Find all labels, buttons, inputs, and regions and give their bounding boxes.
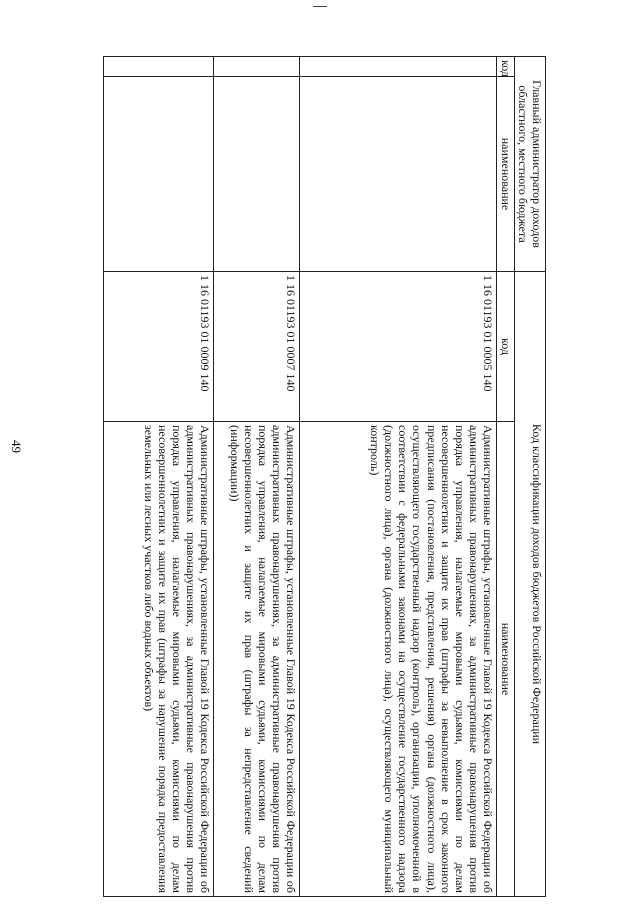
col-code: код: [497, 272, 514, 422]
row-description: Административные штрафы, установленные Главой 19 Кодекса Российской Федерации об административных правонарушениях, за административные правонарушения против порядка управления, налагаемые мировыми судьями, комиссиями по делам несовершеннолетних и защите их прав (штрафы за непредставление сведений (информации)): [214, 422, 300, 897]
col-admin-code: код: [497, 57, 514, 77]
table-row: [214, 57, 300, 897]
admin-name-cell: [214, 77, 300, 272]
row-code: 1 16 01193 01 0005 140: [300, 272, 497, 422]
table-subheader-row: [497, 57, 514, 897]
admin-name-cell: [104, 77, 214, 272]
table-header-row: [514, 57, 545, 897]
row-description: Административные штрафы, установленные Главой 19 Кодекса Российской Федерации об административных правонарушениях, за административные правонарушения против порядка управления, налагаемые мировыми судьями, комиссиями по делам несовершеннолетних и защите их прав (штрафы за нарушение порядка предоставления земельных или лесных участков либо водных объектов): [104, 422, 214, 897]
classification-header: Код классификации доходов бюджетов Российской Федерации: [514, 272, 545, 897]
admin-header: Главный администратор доходов областного, местного бюджета: [514, 57, 545, 272]
admin-code-cell: [300, 57, 497, 77]
row-description: Административные штрафы, установленные Главой 19 Кодекса Российской Федерации об административных правонарушениях, за административные правонарушения против порядка управления, налагаемые мировыми судьями, комиссиями по делам несовершеннолетних и защите их прав (штрафы за невыполнение в срок законного предписания (постановления, представления, решения) органа (должностного лица), осуществляющего государственный надзор (контроль), организации, уполномоченной в соответствии с федеральными законами на осуществление государственного надзора (должностного лица), органа (должностного лица), осуществляющего муниципальный контроль): [300, 422, 497, 897]
row-code: 1 16 01193 01 0007 140: [214, 272, 300, 422]
table-row: [104, 57, 214, 897]
revenue-classification-table: [103, 56, 546, 897]
row-code: 1 16 01193 01 0009 140: [104, 272, 214, 422]
col-admin-name: наименование: [497, 77, 514, 272]
page-number: 49: [9, 440, 24, 453]
admin-code-cell: [104, 57, 214, 77]
admin-name-cell: [300, 77, 497, 272]
col-name: наименование: [497, 422, 514, 897]
table-row: [300, 57, 497, 897]
admin-code-cell: [214, 57, 300, 77]
rotated-page: [16, 56, 546, 896]
top-dash-mark: [313, 6, 327, 7]
